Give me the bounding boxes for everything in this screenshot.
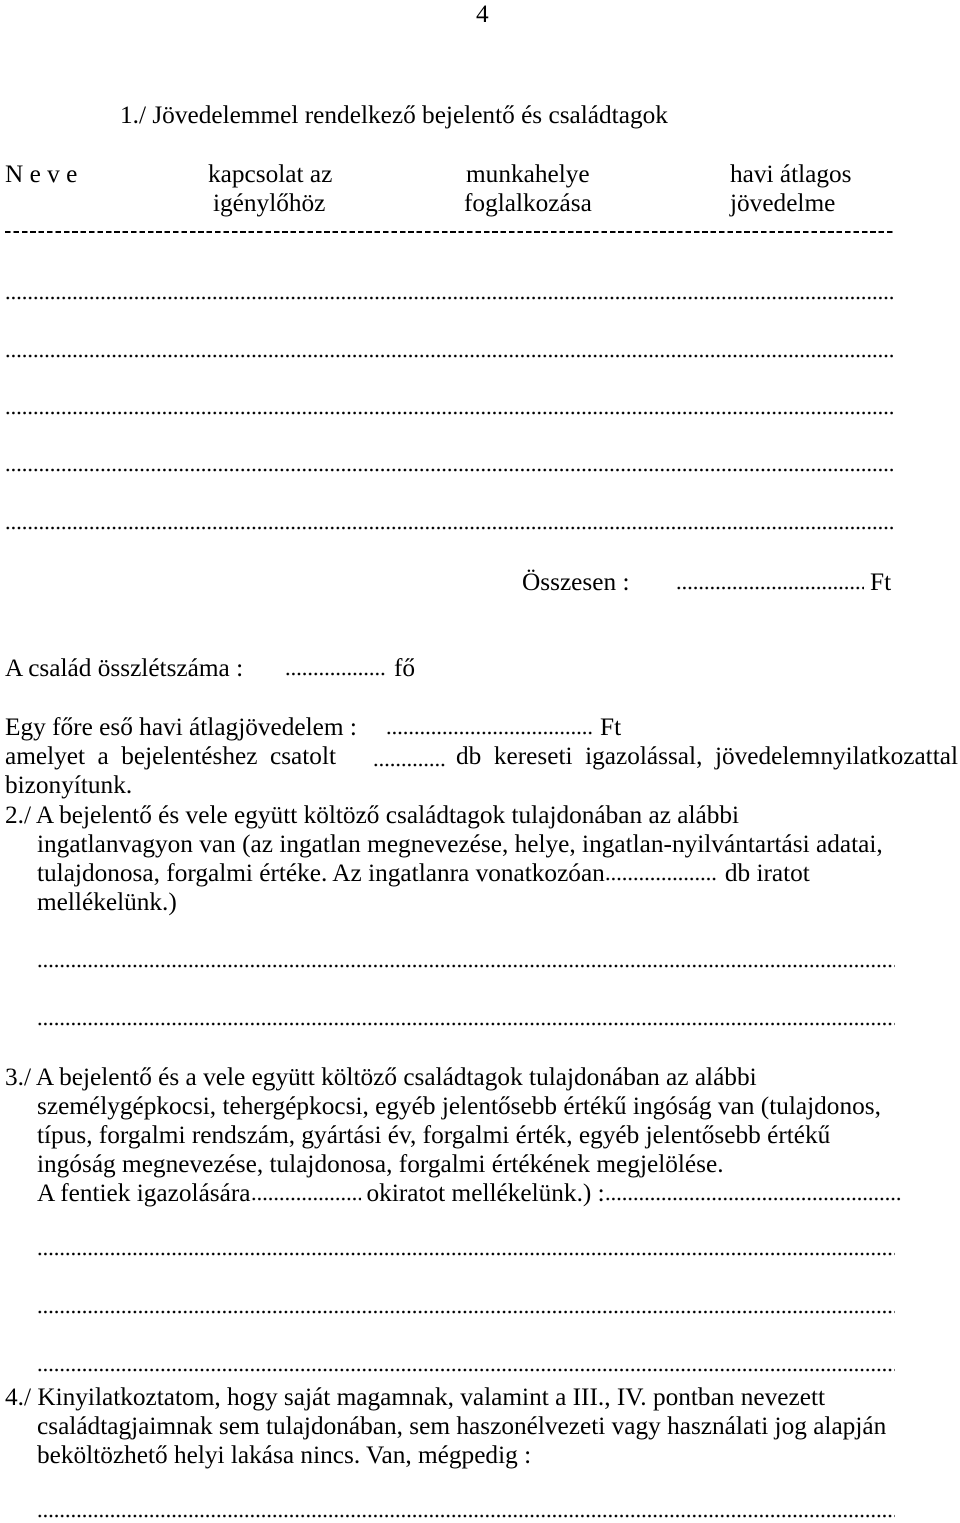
household-size-label: A család összlétszáma : [5, 654, 244, 682]
blank-field [285, 672, 387, 676]
header-divider [5, 231, 895, 233]
blank-field [386, 731, 594, 735]
fill-line [37, 1252, 895, 1256]
column-header-name: N e v e [5, 160, 78, 188]
section-3-proof-text: A fentiek igazolására [37, 1179, 251, 1207]
household-size-field [285, 654, 415, 683]
fill-line [5, 411, 895, 415]
fill-line [37, 1368, 895, 1372]
total-label: Összesen : [522, 568, 630, 596]
section-4-text-line: családtagjaimnak sem tulajdonában, sem haszonélvezeti vagy használati jog alapján [37, 1412, 887, 1440]
section-4-text-line: beköltözhető helyi lakása nincs. Van, mégpedig : [37, 1441, 532, 1469]
fill-line [37, 964, 895, 968]
fill-line [37, 1514, 895, 1518]
blank-field [251, 1197, 361, 1201]
total-field [676, 568, 891, 597]
page-number: 4 [476, 0, 489, 28]
proof-text-after: db kereseti igazolással, jövedelemnyilatkozattal [456, 742, 958, 770]
total-unit: Ft [870, 568, 892, 596]
column-header-relation-line-1: kapcsolat az [208, 160, 333, 188]
proof-text-end: bizonyítunk. [5, 771, 133, 799]
section-3-text-line: személygépkocsi, tehergépkocsi, egyéb jelentősebb értékű ingóság van (tulajdonos, [37, 1092, 881, 1120]
column-header-workplace-line-1: munkahelye [466, 160, 590, 188]
proof-text-before: amelyet a bejelentéshez csatolt [5, 742, 336, 770]
fill-line [5, 296, 895, 300]
section-2-text-line: mellékelünk.) [37, 888, 177, 916]
section-3-text-line: típus, forgalmi rendszám, gyártási év, forgalmi érték, egyéb jelentősebb értékű [37, 1121, 831, 1149]
section-3-text-line [37, 1179, 901, 1208]
section-3-text-line: 3./ A bejelentő és a vele együtt költöző családtagok tulajdonában az alábbi [5, 1063, 757, 1091]
column-header-workplace-line-2: foglalkozása [464, 189, 592, 217]
fill-line [5, 354, 895, 358]
section-3-proof-unit: okiratot mellékelünk.) : [366, 1179, 605, 1207]
column-header-income-line-1: havi átlagos [730, 160, 852, 188]
fill-line [37, 1310, 895, 1314]
column-header-income-line-2: jövedelme [730, 189, 836, 217]
section-2-text-line: ingatlanvagyon van (az ingatlan megnevezése, helye, ingatlan-nyilvántartási adatai, [37, 830, 883, 858]
column-header-relation-line-2: igénylőhöz [213, 189, 326, 217]
blank-field [605, 877, 718, 881]
per-capita-income-label: Egy főre eső havi átlagjövedelem : [5, 713, 357, 741]
section-2-docs-unit: db iratot [724, 859, 810, 887]
fill-line [5, 526, 895, 530]
per-capita-income-field [386, 713, 621, 742]
per-capita-income-unit: Ft [600, 713, 622, 741]
blank-field [373, 763, 447, 767]
section-2-text-line: 2./ A bejelentő és vele együtt költöző családtagok tulajdonában az alábbi [5, 801, 740, 829]
fill-line [37, 1022, 895, 1026]
section-2-text-line [37, 859, 810, 888]
household-size-unit: fő [394, 654, 416, 682]
blank-field [605, 1197, 901, 1201]
section-2-docs-text: tulajdonosa, forgalmi értéke. Az ingatlanra vonatkozóan [37, 859, 605, 887]
blank-field [676, 586, 864, 590]
section-3-text-line: ingóság megnevezése, tulajdonosa, forgalmi értékének megjelölése. [37, 1150, 724, 1178]
fill-line [5, 468, 895, 472]
section-4-text-line: 4./ Kinyilatkoztatom, hogy saját magamnak, valamint a III., IV. pontban nevezett [5, 1383, 826, 1411]
section-1-title: 1./ Jövedelemmel rendelkező bejelentő és családtagok [120, 101, 668, 129]
